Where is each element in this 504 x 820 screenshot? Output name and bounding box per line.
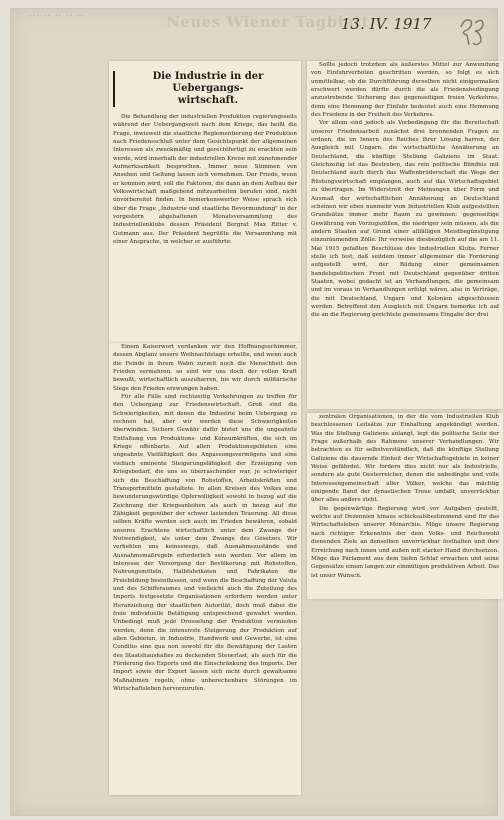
article-paragraph: Vor allem sind jedoch als Vorbedingung für die Bereitschaft unserer Friedensarbeit zunächst drei brennenden Fragen zu ordnen, die im Innern des Reiches ihrer Lösung harren, der Ausgleich mit Ungarn, die wirtschaftliche Annäherung an Deutschland, die künftige Stellung Galiziens im Staat. Gleichzeitig ist das Bestreben, das rein politische Bündnis mit Deutschland auch durch das Waffenbrüderschaft die Wege der Rüstungswirtschaft empfangen, auch auf das Wirtschaftsgebiet zu übertragen. Im Widerstreit der Meinungen über Form und Ausmaß der wirtschaftlichen Annäherung an Deutschland scheinen wir eben nunmehr vom Industriellen Klub aufgestellten Grundsätze immer mehr Raum zu gewinnen: gegenseitige Gewährung von Vorzugszöllen, die niedriger sein müssen, als die andern Staaten auf Grund einer allfälligen Meistbegünstigung einzuräumenden Zölle. Ihr verweise diesbezüglich auf die am 11. Mai 1915 gefaßten Beschlüsse des Industriellen Klubs. Ferner stelle ich fest, daß seitdem immer allgemeiner die Forderung aufgestellt wird, der Bildung einer gemeinsamen handelspolitischen Front mit Deutschland gegenüber dritten Staaten, wobei gedacht ist an Verhandlungen, die gemeinsam und im voraus in Verhandlungen erfolgt wären, also in Verträge, die mit Deutschland, Ungarn und Kolonien abgeschlossen werden. Betreffend den Ausgleich mit Ungarn bemerke ich auf die an die Regierung gerichtete gemeinsame Eingabe der drei xyxy=(311,120,499,319)
article-paragraph: Die gegenwärtige Regierung wird vor Aufgaben gestellt, welche auf Dezennien hinaus schicksalsbestimmend sind für das Wirtschaftsleben unserer Monarchie. Möge unsere Regierung nach richtiger Erkenntnis der dem Volks- und Reichswohl dienenden Ziele an denselben unverrückbar festhalten und ihre Erreichung nach innen und außen mit starker Hand durchsetzen. Möge das Parlament aus dem tiefen Schlaf erwachen und seine Gegensätze einem langen zur einmütigen produktiven Arbeit. Das ist unser Wunsch. xyxy=(311,505,499,579)
article-headline xyxy=(113,71,297,107)
headline-line-2: wirtschaft. xyxy=(177,95,239,106)
handwritten-date: 13. IV. 1917 xyxy=(341,15,432,33)
pencil-archive-number xyxy=(457,15,487,49)
article-paragraph: zentralen Organisationen, in der die vom Industriellen Klub beschlossenen Leitsätze zur Einhaltung angekündigt werden. Was die Stellung Galiziens anlangt, legt die politische Seite der Frage außerhalb des Rahmens unserer Verhandlungen. Wir betrachten es für selbstverständlich, daß die künftige Stellung Galiziens die dauernde Einheit der Wirtschaftsgebiete in keiner Weise gefährdet. Wir fordern dies nicht nur als Industrielle, sondern als gute Oesterreicher, denen die unbedingte und volle Interessengemeinschaft aller Völker, welche das mächtig einigende Band der dynastischen Treue umfaßt, unverrückbar über alles andere steht. xyxy=(311,414,499,504)
article-paragraph: Für alle Fälle sind rechtzeitig Vorkehrungen zu treffen für den Uebergang zur Friedenswirtschaft. Groß sind die Schwierigkeiten, mit denen die Industrie beim Uebergang zu rechnen hat, aber wir werden diese Schwierigkeiten überwinden. Sichere Gewähr dafür bietet uns die ungeahnte Entfaltung von Produktions- und Konsumkräften, die sich im Kriege offenbarte. Auf allen Produktionsgebieten eine ungeahnte Vielfältigkeit des Anpassungsvermögens und eine vielfach eminente Steigerungsfähigkeit der Erzeugung von Kriegsbedarf, die uns so überraschender war, je schwieriger sich die Beschaffung von Rohstoffen, Arbeitskräften und Transportmitteln gestaltete. In allen Kreisen des Volkes eine bewunderungswürdige Opferwilligkeit sowohl in bezug auf die Zeichnung der Kriegsanleihen als auch in bezug auf die Zähigkeit gegenüber der schwer lastenden Teuerung. All diese selben Kräfte werden sich auch im Frieden bewähren, sobald unseres Erachtens wirtschaftlich unter dem Zwange der Notwendigkeit, als unter dem Zwange des Gesetzes. Wir verhehlen uns keineswegs, daß Ausnahmszustände und Ausnahmsmaßregeln erforderlich sein werden. Vor allem im Interesse der Versorgung der Bevölkerung mit Rohstoffen, Nahrungsmitteln, Halbfabrikaten und Fabrikaten die Preisbildung beeinflussen, und wenn die Beschaffung der Valuta und des Schiffsraumes und vielleicht auch die Zuteilung des Imports festgesetzte Organisationen erfordern werden unter Heranziehung der staatlichen Autorität, doch muß dabei die freie individuelle Betätigung entsprechend gewahrt werden. Unbedingt muß jede Drosselung der Produktion vermieden werden, denn die intensivste Steigerung der Produktion auf allen Gebieten, in Industrie, Handwerk und Gewerbe, ist eine Conditio sine qua non sowohl für die Bewältigung der Lasten des Staatshaushaltes zu deckenden Steuerlast, als auch für die Förderung des Exports und die Einschränkung des Imports. Der Import sowie der Export lassen sich nicht durch gewaltsame Maßnahmen regeln, ohne unberechenbare Störungen im Wirtschaftsleben hervorzurufen. xyxy=(113,394,297,693)
svg-text:98: 98 xyxy=(459,48,461,49)
archive-stamp: ··· ·· ·· ·· ·· xyxy=(29,11,85,22)
clipping-left-bottom xyxy=(109,343,301,795)
clipping-right-bottom xyxy=(307,413,503,599)
article-paragraph: Sollte jedoch trotzdem als äußerstes Mittel zur Anwendung von Einfuhrverboten geschritten werden, so folgt es sich unmittelbar, ob die Durchführung derselben nicht einigermaßen erschwert werden dürfte durch die als Friedensbedingung anzustrebende Sicherung des gegenseitigen freien Verkehres, denn eine Hemmung der Einfuhr bedeutet auch eine Hemmung des Friedens in der Freiheit des Verkehres. xyxy=(311,62,499,119)
article-paragraph: Die Behandlung der industriellen Produktion regierungsseits während der Uebergangszeit nach dem Kriege, das heißt die Frage, inwieweit die staatliche Reglementierung der Produktion nach Friedensschluß unter dem Gesichtspunkt der allgemeinen Interessen als zweckmäßig und gerechtfertigt zu erachten sein werde, wird innerhalb der industriellen Kreise mit zunehmender Aufmerksamkeit besprochen. Immer neue Stimmen von Ansehen und Geltung lassen sich vernehmen. Der Friede, wenn er kommen wird, soll die Faktoren, die dann an dem Aufbau der Volkswirtschaft maßgebend mitzuarbeiten berufen sind, nicht unvorbereitet finden. In bemerkenswerter Weise sprach sich über die Frage „Industrie und staatliche Bevormundung" in der vorgestern abgehaltenen Monatsversammlung des Industriellenklubs dessen Präsident Bergrat Max Ritter v. Gutmann aus. Der Präsident begrüßte die Versammlung mit einer Ansprache, in welcher er ausführte: xyxy=(113,114,297,246)
headline-line-1: Die Industrie in der Uebergangs- xyxy=(152,71,264,94)
newspaper-masthead: Neues Wiener Tagblatt xyxy=(166,13,369,31)
clipping-left-top xyxy=(109,61,301,343)
article-paragraph: Einem Kaiserwort verdanken wir den Hoffnungsschimmer, dessen Abglanz unsere Weihnachtstage erhellte, und wenn auch die Feinde in ihrem Wahn zurzeit noch die Menschheit den Frieden vermehren, so sind wir uns doch der vollen Kraft bewußt, wirtschaftlich auszuharren, bis wir durch militärische Siege den Frieden erzwungen haben. xyxy=(113,344,297,392)
clipping-right-top xyxy=(307,61,503,409)
archive-sheet xyxy=(10,8,498,816)
